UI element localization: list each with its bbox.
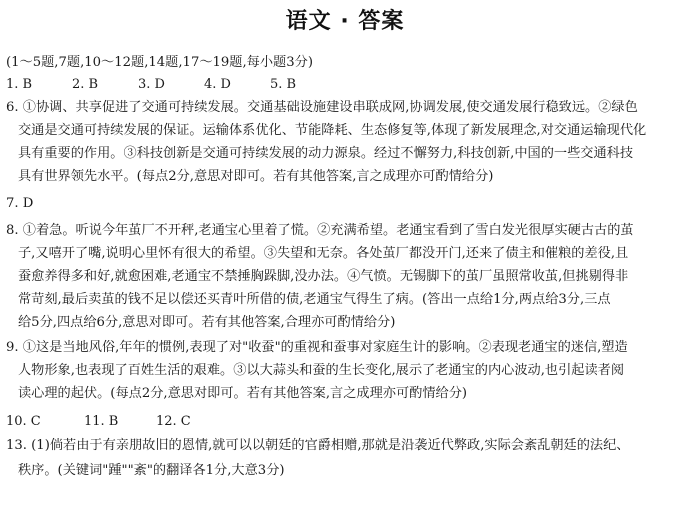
- q8-line-2: 子,又嘻开了嘴,说明心里怀有很大的希望。③失望和无奈。各处茧厂都没开门,还来了债主和催粮的差役,且: [18, 246, 629, 261]
- q8-line-3: 蚕愈养得多和好,就愈困难,老通宝不禁捶胸跺脚,没办法。④气愤。无锡脚下的茧厂虽照常收茧,但挑剔得非: [18, 269, 629, 284]
- answer-q7: 7. D: [6, 196, 34, 211]
- answer-q4: 4. D: [204, 77, 231, 92]
- q6-line-4: 具有世界领先水平。(每点2分,意思对即可。若有其他答案,言之成理亦可酌情给分): [18, 169, 494, 184]
- mc-answers-row-2: [6, 413, 228, 431]
- q13-line-2: 秩序。(关键词"踵""紊"的翻译各1分,大意3分): [18, 463, 285, 478]
- q6-line-1: 6. ①协调、共享促进了交通可持续发展。交通基础设施建设串联成网,协调发展,使交通发展行稳致远。②绿色: [6, 100, 638, 115]
- q6-line-3: 具有重要的作用。③科技创新是交通可持续发展的动力源泉。经过不懈努力,科技创新,中国的一些交通科技: [18, 146, 634, 161]
- q9-line-2: 人物形象,也表现了百姓生活的艰难。③以大蒜头和蚕的生长变化,展示了老通宝的内心波动,也引起读者阅: [18, 363, 625, 378]
- answer-q10: 10. C: [6, 414, 41, 429]
- q9-line-1: 9. ①这是当地风俗,年年的惯例,表现了对"收蚕"的重视和蚕事对家庭生计的影响。②表现老通宝的迷信,塑造: [6, 340, 628, 355]
- q8-line-5: 给5分,四点给6分,意思对即可。若有其他答案,合理亦可酌情给分): [18, 315, 396, 330]
- answer-q2: 2. B: [72, 77, 99, 92]
- answer-q3: 3. D: [138, 77, 165, 92]
- page-title: 语文 · 答案: [285, 9, 405, 34]
- q9-line-3: 读心理的起伏。(每点2分,意思对即可。若有其他答案,言之成理亦可酌情给分): [18, 386, 468, 401]
- q13-line-1: 13. (1)倘若由于有亲朋故旧的恩情,就可以以朝廷的官爵相赠,那就是沿袭近代弊政,实际会紊乱朝廷的法纪、: [6, 438, 630, 453]
- answer-q5: 5. B: [270, 77, 297, 92]
- q6-line-2: 交通是交通可持续发展的保证。运输体系优化、节能降耗、生态修复等,体现了新发展理念,对交通运输现代化: [18, 123, 647, 138]
- q8-line-1: 8. ①着急。听说今年茧厂不开秤,老通宝心里着了慌。②充满希望。老通宝看到了雪白发光很厚实硬古古的茧: [6, 223, 634, 238]
- scoring-note: (1～5题,7题,10～12题,14题,17～19题,每小题3分): [6, 55, 313, 70]
- answer-q12: 12. C: [156, 414, 191, 429]
- answer-q11: 11. B: [84, 414, 119, 429]
- mc-answers-row-1: [6, 76, 336, 94]
- q8-line-4: 常苛刻,最后卖茧的钱不足以偿还买青叶所借的债,老通宝气得生了病。(答出一点给1分,两点给3分,三点: [18, 292, 611, 307]
- answer-q1: 1. B: [6, 77, 33, 92]
